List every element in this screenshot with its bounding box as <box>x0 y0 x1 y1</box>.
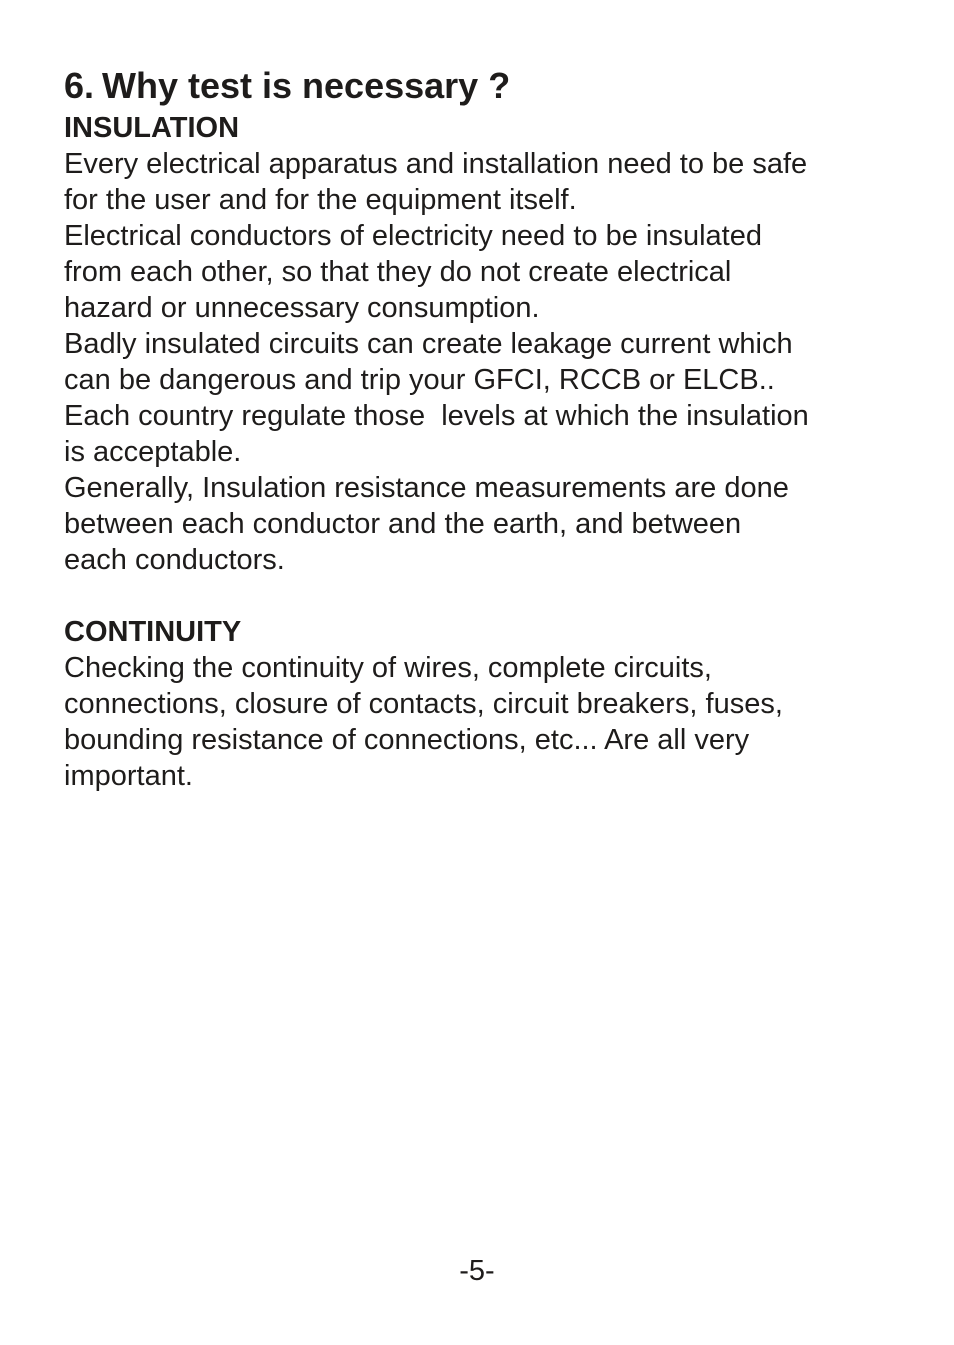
section-title-text: Why test is necessary ? <box>102 65 511 106</box>
page-content <box>64 62 904 794</box>
text-line: from each other, so that they do not create electrical <box>64 256 732 288</box>
insulation-paragraph-1 <box>64 146 904 218</box>
text-line: Checking the continuity of wires, complete circuits, <box>64 652 712 684</box>
section-spacer <box>64 578 904 614</box>
text-line: bounding resistance of connections, etc... Are all very <box>64 724 750 756</box>
text-line: Every electrical apparatus and installation need to be safe <box>64 148 808 180</box>
text-line: important. <box>64 760 193 792</box>
text-line: Badly insulated circuits can create leakage current which <box>64 328 793 360</box>
text-line: is acceptable. <box>64 436 242 468</box>
text-line: connections, closure of contacts, circuit breakers, fuses, <box>64 688 783 720</box>
insulation-paragraph-5 <box>64 470 904 578</box>
text-line: between each conductor and the earth, and between <box>64 508 742 540</box>
text-line: can be dangerous and trip your GFCI, RCCB or ELCB.. <box>64 364 775 396</box>
continuity-heading: CONTINUITY <box>64 616 242 648</box>
page-number: -5- <box>459 1255 495 1287</box>
insulation-heading: INSULATION <box>64 112 240 144</box>
section-number: 6. <box>64 65 95 106</box>
text-line: Each country regulate those levels at which the insulation <box>64 400 809 432</box>
insulation-paragraph-4 <box>64 398 904 470</box>
insulation-paragraph-2 <box>64 218 904 326</box>
text-line: for the user and for the equipment itself. <box>64 184 577 216</box>
text-line: each conductors. <box>64 544 285 576</box>
text-line: Electrical conductors of electricity need to be insulated <box>64 220 762 252</box>
continuity-paragraph-1 <box>64 650 904 794</box>
section-title <box>64 62 904 110</box>
text-line: Generally, Insulation resistance measurements are done <box>64 472 789 504</box>
text-line: hazard or unnecessary consumption. <box>64 292 540 324</box>
insulation-paragraph-3 <box>64 326 904 398</box>
